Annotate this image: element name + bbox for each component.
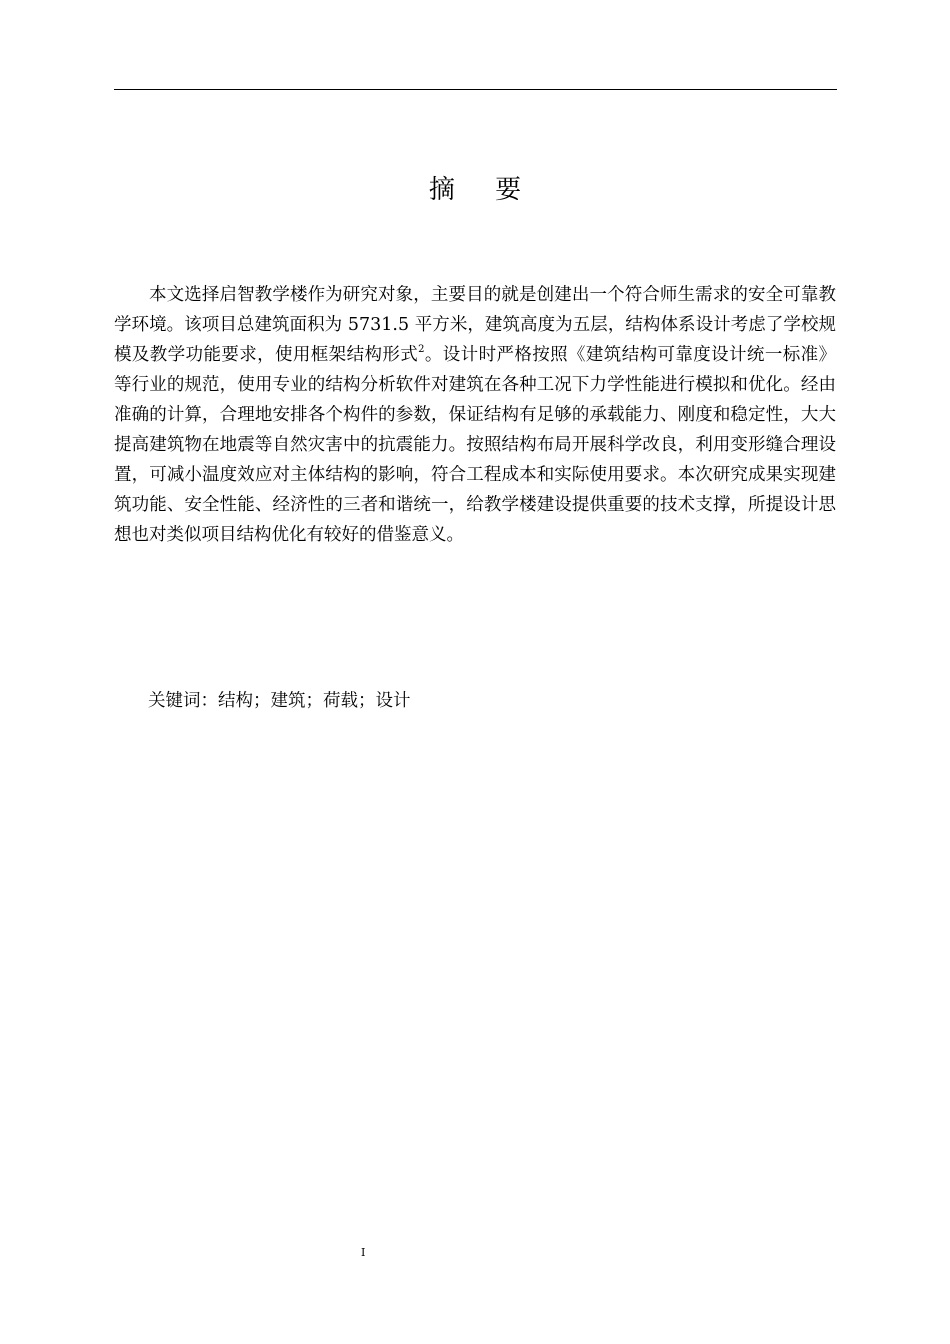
keywords-value: 结构；建筑；荷载；设计 bbox=[218, 691, 411, 711]
abstract-body bbox=[114, 280, 836, 550]
keywords-line bbox=[148, 687, 411, 715]
abstract-paragraph bbox=[114, 280, 836, 550]
page-number: I bbox=[361, 1246, 366, 1259]
header-rule bbox=[114, 89, 837, 90]
page-title: 摘 要 bbox=[428, 175, 538, 205]
citation-mark: 2 bbox=[418, 344, 425, 355]
abstract-text-part-2: 。设计时严格按照《建筑结构可靠度设计统一标准》等行业的规范，使用专业的结构分析软件对建筑在各种工况下力学性能进行模拟和优化。经由准确的计算，合理地安排各个构件的参数，保证结构有足够的承载能力、刚度和稳定性，大大提高建筑物在地震等自然灾害中的抗震能力。按照结构布局开展科学改良，利用变形缝合理设置，可减小温度效应对主体结构的影响，符合工程成本和实际使用要求。本次研究成果实现建筑功能、安全性能、经济性的三者和谐统一，给教学楼建设提供重要的技术支撑，所提设计思想也对类似项目结构优化有较好的借鉴意义。 bbox=[114, 345, 836, 545]
keywords-label: 关键词： bbox=[148, 691, 218, 711]
abstract-text-part-1: 本文选择启智教学楼作为研究对象，主要目的就是创建出一个符合师生需求的安全可靠教学环境。该项目总建筑面积为 5731.5 平方米，建筑高度为五层，结构体系设计考虑了学校规模及教学功能要求，使用框架结构形式 bbox=[114, 285, 836, 365]
